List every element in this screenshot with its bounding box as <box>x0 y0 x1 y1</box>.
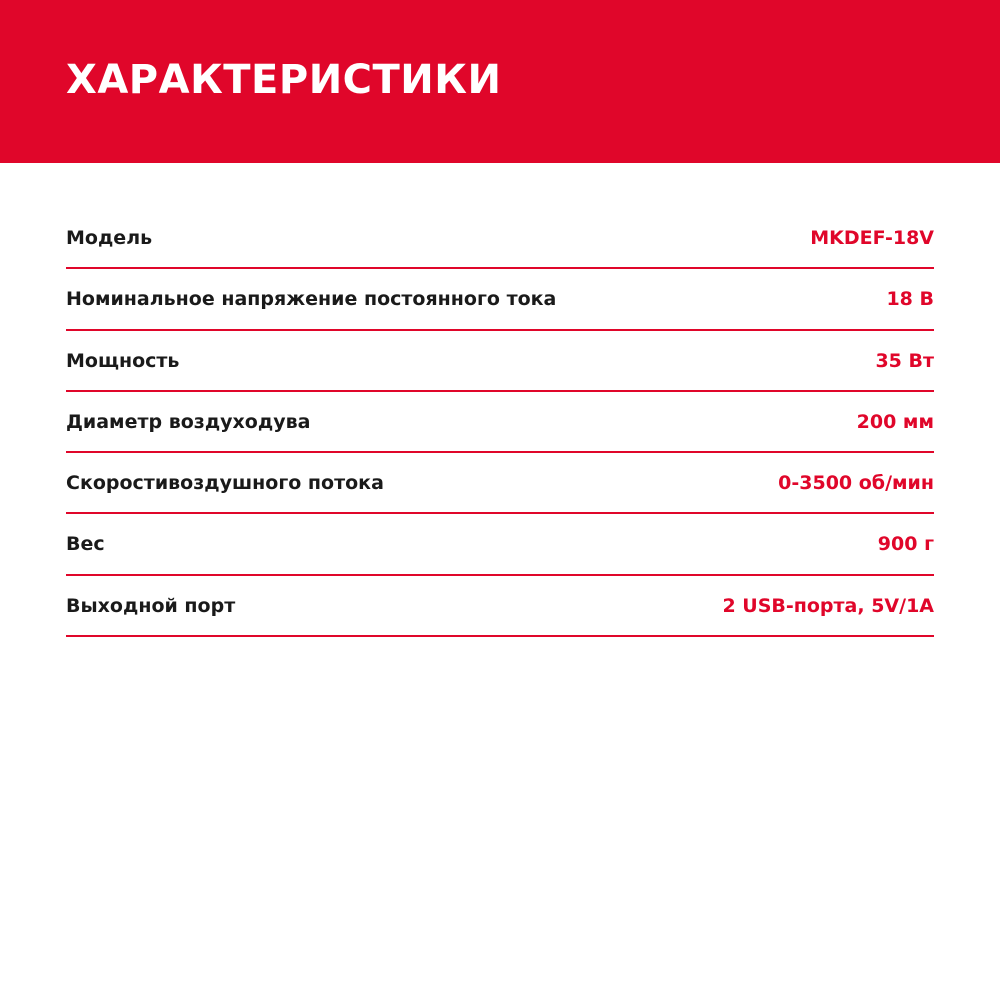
spec-value: 200 мм <box>856 410 934 433</box>
spec-value: 35 Вт <box>875 349 934 372</box>
spec-value: 18 В <box>886 288 934 311</box>
spec-value: 900 г <box>877 533 934 556</box>
spec-label: Номинальное напряжение постоянного тока <box>66 288 557 311</box>
spec-label: Вес <box>66 533 105 556</box>
spec-value: 0-3500 об/мин <box>778 472 934 495</box>
spec-value: 2 USB-порта, 5V/1A <box>722 594 934 617</box>
spec-label: Модель <box>66 227 153 249</box>
spec-label: Диаметр воздуходува <box>66 410 311 433</box>
spec-row-output-port <box>66 576 934 637</box>
spec-table <box>66 208 934 637</box>
spec-row-airflow-speed <box>66 453 934 514</box>
header-banner <box>0 0 1000 163</box>
page-title: ХАРАКТЕРИСТИКИ <box>66 57 502 103</box>
spec-row-weight <box>66 514 934 575</box>
spec-row-model <box>66 208 934 269</box>
spec-row-voltage <box>66 269 934 330</box>
spec-label: Выходной порт <box>66 594 236 617</box>
spec-label: Скоростивоздушного потока <box>66 472 384 495</box>
spec-row-power <box>66 331 934 392</box>
spec-value: MKDEF-18V <box>810 227 934 249</box>
spec-label: Мощность <box>66 349 180 372</box>
spec-row-diameter <box>66 392 934 453</box>
